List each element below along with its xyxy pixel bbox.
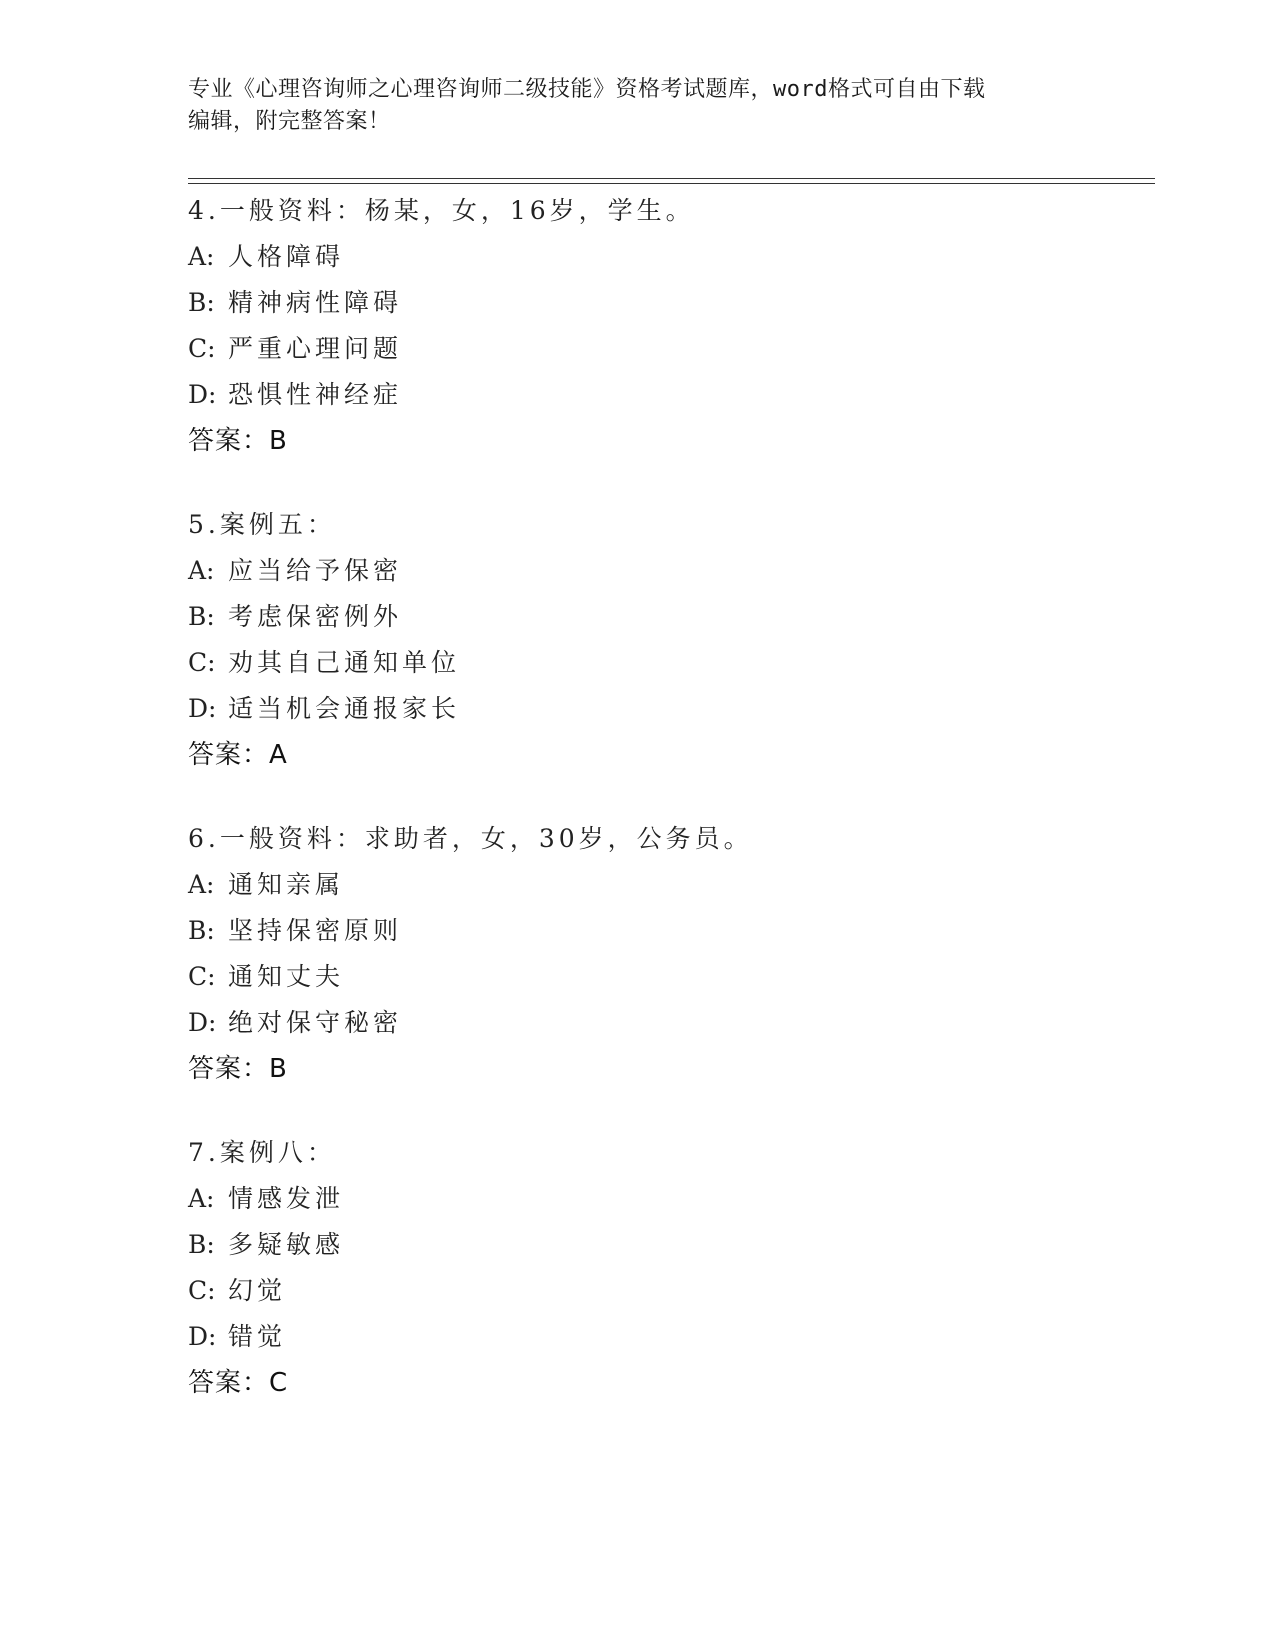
question-stem: 7.案例八： [188, 1138, 336, 1167]
option-text: 通知亲属 [228, 870, 345, 899]
option-c [188, 954, 1148, 1000]
option-text: 通知丈夫 [228, 962, 345, 991]
option-d [188, 1314, 1148, 1360]
question-item [188, 188, 1148, 464]
option-text: 恐惧性神经症 [228, 380, 403, 409]
option-letter: D: [188, 380, 217, 409]
option-text: 人格障碍 [228, 242, 345, 271]
option-letter: A: [188, 556, 215, 585]
option-b [188, 908, 1148, 954]
option-letter: C: [188, 962, 216, 991]
header-line-2: 编辑，附完整答案！ [188, 109, 391, 134]
answer-line: 答案：C [188, 1368, 289, 1398]
option-text: 幻觉 [228, 1276, 287, 1305]
option-letter: D: [188, 1322, 217, 1351]
option-b [188, 1222, 1148, 1268]
question-item [188, 502, 1148, 778]
question-item [188, 1130, 1148, 1406]
option-text: 情感发泄 [228, 1184, 345, 1213]
option-text: 绝对保守秘密 [228, 1008, 403, 1037]
answer-line: 答案：B [188, 1054, 288, 1084]
option-letter: C: [188, 1276, 216, 1305]
option-c [188, 326, 1148, 372]
option-text: 考虑保密例外 [228, 602, 403, 631]
option-text: 严重心理问题 [228, 334, 403, 363]
question-stem: 4.一般资料：杨某，女，16岁，学生。 [188, 196, 695, 225]
option-text: 劝其自己通知单位 [228, 648, 461, 677]
option-letter: D: [188, 694, 217, 723]
answer-line: 答案：A [188, 740, 288, 770]
header-divider-top [188, 178, 1155, 179]
option-letter: C: [188, 648, 216, 677]
option-text: 坚持保密原则 [228, 916, 403, 945]
option-letter: C: [188, 334, 216, 363]
option-b [188, 594, 1148, 640]
option-text: 精神病性障碍 [228, 288, 403, 317]
option-d [188, 372, 1148, 418]
option-a [188, 234, 1148, 280]
option-d [188, 686, 1148, 732]
option-c [188, 1268, 1148, 1314]
option-d [188, 1000, 1148, 1046]
question-item [188, 816, 1148, 1092]
option-text: 错觉 [228, 1322, 287, 1351]
header-line-1: 专业《心理咨询师之心理咨询师二级技能》资格考试题库，word格式可自由下载 [188, 77, 986, 102]
option-a [188, 862, 1148, 908]
document-header [188, 74, 1088, 138]
option-letter: A: [188, 870, 215, 899]
option-text: 多疑敏感 [228, 1230, 345, 1259]
header-divider-bottom [188, 183, 1155, 184]
option-letter: B: [188, 1230, 215, 1259]
option-letter: A: [188, 1184, 215, 1213]
option-a [188, 548, 1148, 594]
option-text: 应当给予保密 [228, 556, 403, 585]
option-letter: B: [188, 602, 215, 631]
option-letter: B: [188, 288, 215, 317]
option-text: 适当机会通报家长 [228, 694, 461, 723]
question-stem: 6.一般资料：求助者，女，30岁，公务员。 [188, 824, 753, 853]
option-b [188, 280, 1148, 326]
answer-line: 答案：B [188, 426, 288, 456]
option-letter: A: [188, 242, 215, 271]
option-c [188, 640, 1148, 686]
option-a [188, 1176, 1148, 1222]
option-letter: D: [188, 1008, 217, 1037]
option-letter: B: [188, 916, 215, 945]
question-list [188, 188, 1148, 1444]
question-stem: 5.案例五： [188, 510, 336, 539]
